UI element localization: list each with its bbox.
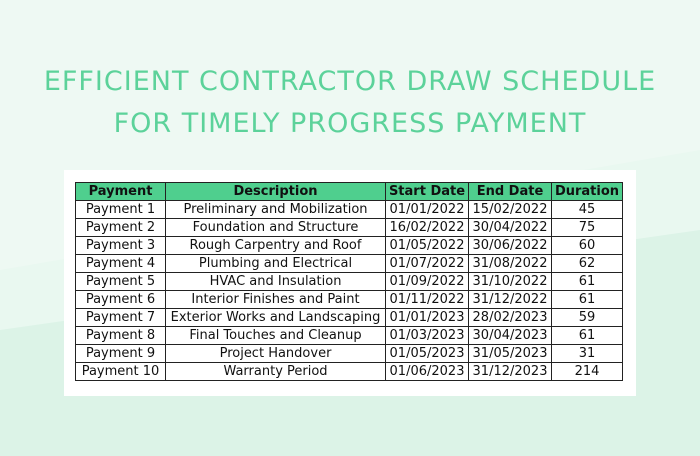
- cell-payment: Payment 3: [76, 237, 166, 255]
- cell-end-date: 30/06/2022: [469, 237, 552, 255]
- cell-duration: 75: [552, 219, 623, 237]
- cell-start-date: 01/01/2022: [386, 201, 469, 219]
- table-row: [76, 255, 623, 273]
- page-title-line-1: EFFICIENT CONTRACTOR DRAW SCHEDULE: [43, 66, 657, 97]
- cell-end-date: 28/02/2023: [469, 309, 552, 327]
- cell-payment: Payment 1: [76, 201, 166, 219]
- cell-start-date: 01/03/2023: [386, 327, 469, 345]
- page-title-line-2: FOR TIMELY PROGRESS PAYMENT: [113, 108, 587, 139]
- cell-payment: Payment 6: [76, 291, 166, 309]
- table-row: [76, 291, 623, 309]
- draw-schedule-table: [75, 182, 623, 381]
- cell-duration: 60: [552, 237, 623, 255]
- cell-start-date: 01/11/2022: [386, 291, 469, 309]
- cell-description: Project Handover: [166, 345, 386, 363]
- cell-payment: Payment 7: [76, 309, 166, 327]
- table-row: [76, 327, 623, 345]
- header-end-date: End Date: [469, 183, 552, 201]
- table-row: [76, 309, 623, 327]
- cell-duration: 214: [552, 363, 623, 381]
- table-row: [76, 345, 623, 363]
- cell-end-date: 30/04/2022: [469, 219, 552, 237]
- cell-payment: Payment 2: [76, 219, 166, 237]
- cell-end-date: 30/04/2023: [469, 327, 552, 345]
- cell-end-date: 31/10/2022: [469, 273, 552, 291]
- cell-duration: 61: [552, 273, 623, 291]
- cell-start-date: 01/06/2023: [386, 363, 469, 381]
- header-description: Description: [166, 183, 386, 201]
- cell-start-date: 01/05/2023: [386, 345, 469, 363]
- header-duration: Duration: [552, 183, 623, 201]
- cell-duration: 61: [552, 327, 623, 345]
- table-row: [76, 273, 623, 291]
- cell-payment: Payment 9: [76, 345, 166, 363]
- cell-start-date: 01/09/2022: [386, 273, 469, 291]
- cell-description: Foundation and Structure: [166, 219, 386, 237]
- cell-description: Exterior Works and Landscaping: [166, 309, 386, 327]
- cell-end-date: 15/02/2022: [469, 201, 552, 219]
- cell-duration: 59: [552, 309, 623, 327]
- table-card: [64, 170, 636, 396]
- cell-description: Warranty Period: [166, 363, 386, 381]
- cell-description: Plumbing and Electrical: [166, 255, 386, 273]
- table-row: [76, 237, 623, 255]
- cell-duration: 45: [552, 201, 623, 219]
- cell-duration: 62: [552, 255, 623, 273]
- cell-description: Interior Finishes and Paint: [166, 291, 386, 309]
- cell-payment: Payment 10: [76, 363, 166, 381]
- cell-duration: 31: [552, 345, 623, 363]
- table-row: [76, 363, 623, 381]
- cell-description: Preliminary and Mobilization: [166, 201, 386, 219]
- cell-description: Rough Carpentry and Roof: [166, 237, 386, 255]
- cell-payment: Payment 5: [76, 273, 166, 291]
- cell-end-date: 31/12/2023: [469, 363, 552, 381]
- cell-duration: 61: [552, 291, 623, 309]
- table-row: [76, 201, 623, 219]
- cell-description: HVAC and Insulation: [166, 273, 386, 291]
- cell-end-date: 31/12/2022: [469, 291, 552, 309]
- cell-start-date: 01/01/2023: [386, 309, 469, 327]
- cell-start-date: 01/07/2022: [386, 255, 469, 273]
- header-payment: Payment: [76, 183, 166, 201]
- cell-start-date: 16/02/2022: [386, 219, 469, 237]
- table-header-row: [76, 183, 623, 201]
- table-row: [76, 219, 623, 237]
- cell-payment: Payment 8: [76, 327, 166, 345]
- cell-description: Final Touches and Cleanup: [166, 327, 386, 345]
- header-start-date: Start Date: [386, 183, 469, 201]
- cell-start-date: 01/05/2022: [386, 237, 469, 255]
- cell-end-date: 31/08/2022: [469, 255, 552, 273]
- cell-end-date: 31/05/2023: [469, 345, 552, 363]
- cell-payment: Payment 4: [76, 255, 166, 273]
